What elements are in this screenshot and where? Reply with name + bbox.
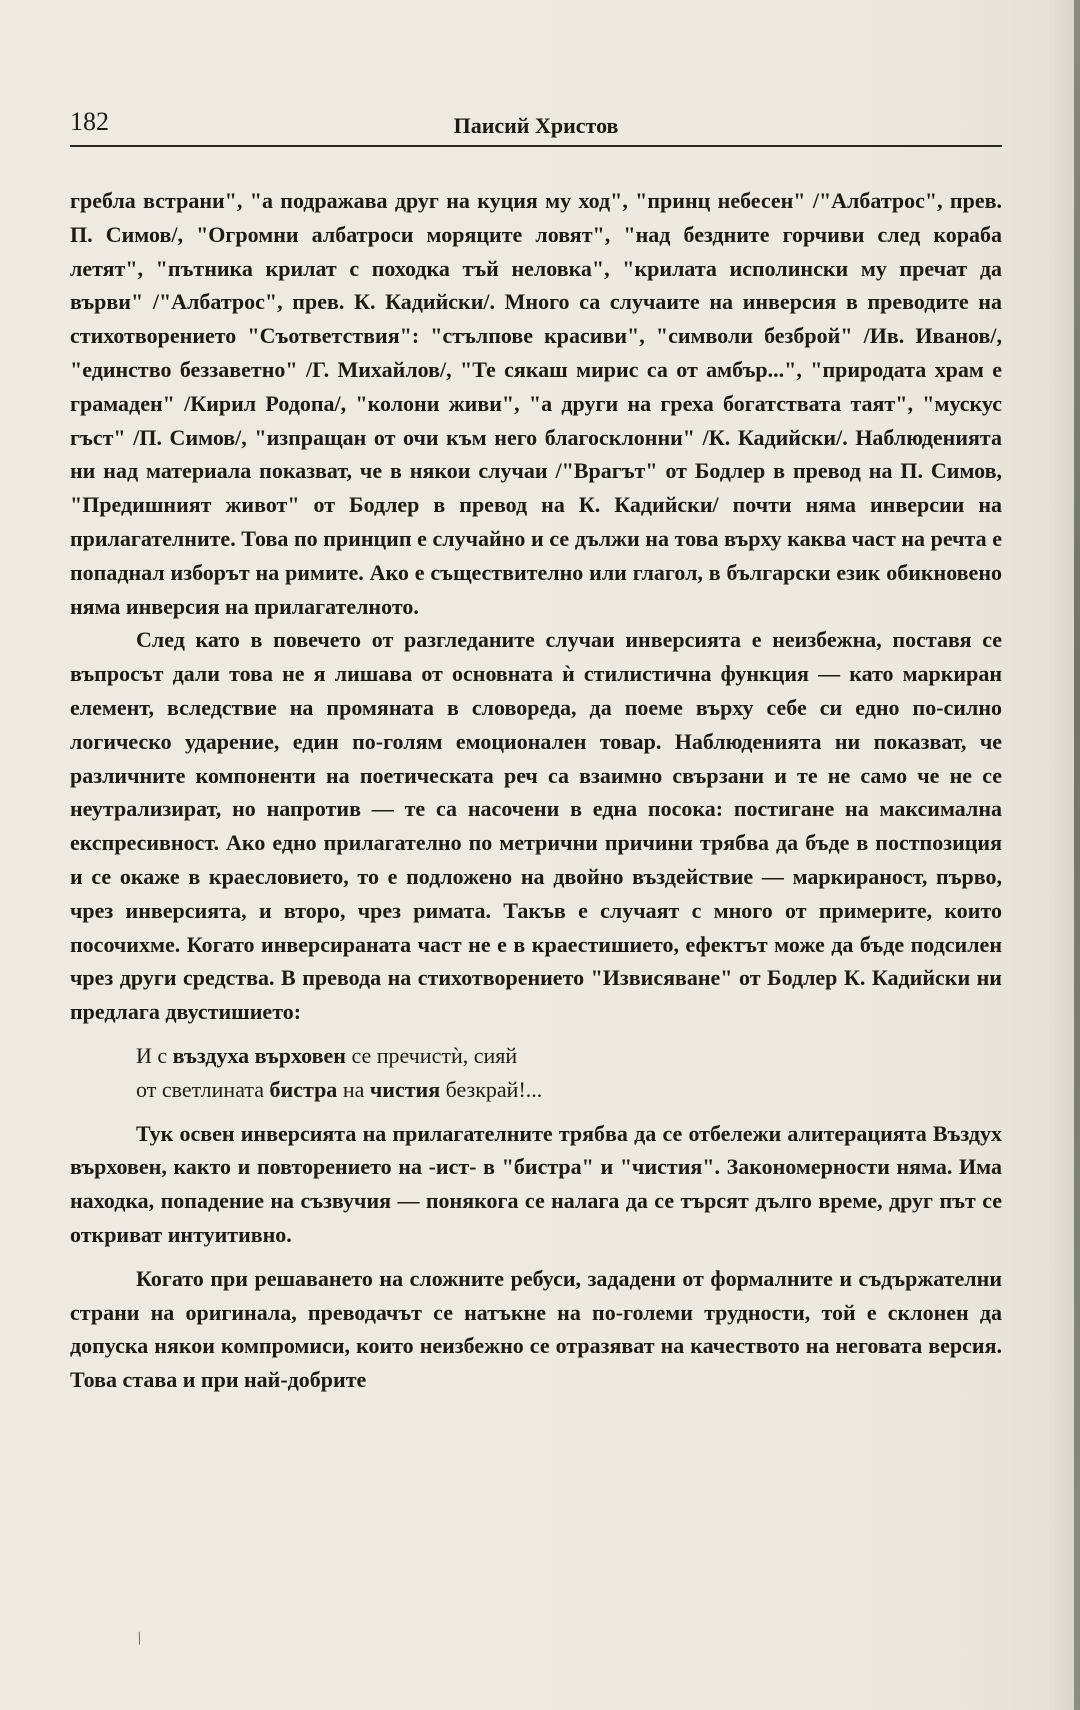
header-rule (70, 145, 1002, 147)
verse-line-2 (136, 1073, 1002, 1107)
verse-emphasis: въздуха върховен (172, 1042, 346, 1068)
verse-text: безкрай!... (440, 1076, 543, 1102)
page-header (70, 107, 1002, 147)
verse-text: И с (136, 1042, 173, 1068)
margin-mark: / (133, 1627, 146, 1649)
paragraph-1: гребла встрани", "а подражава друг на куция му ход", "принц небесен" /"Албатрос", прев. П. Симов/, "Огромни албатроси моряците ловят", "над бездните горчиви след кораба летят", "пътника крилат с походка тъй неловка", "крилата исполински му пречат да върви" /"Албатрос", прев. К. Кадийски/. Много са случаите на инверсия в преводите на стихотворението "Съответствия": "стълпове красиви", "символи безброй" /Ив. Иванов/, "единство беззаветно" /Г. Михайлов/, "Те сякаш мирис са от амбър...", "природата храм е грамаден" /Кирил Родопа/, "колони живи", "а други на греха богатствата таят", "мускус гъст" /П. Симов/, "изпращан от очи към него благосклонни" /К. Кадийски/. Наблюденията ни над материала показват, че в някои случаи /"Врагът" от Бодлер в превод на П. Симов, "Предишният живот" от Бодлер в превод на К. Кадийски/ почти няма инверсии на прилагателните. Това по принцип е случайно и се дължи на това върху каква част на речта е попаднал изборът на римите. Ако е съществително или глагол, в български език обикновено няма инверсия на прилагателното. (70, 188, 1002, 619)
verse-line-1 (136, 1039, 1002, 1073)
paragraph-2: След като в повечето от разгледаните случаи инверсията е неизбежна, поставя се въпросът дали това не я лишава от основната ѝ стилистична функция — като маркиран елемент, вследствие на промяната в словореда, да поеме върху себе си едно по-силно логическо ударение, един по-голям емоционален товар. Наблюденията ни показват, че различните компоненти на поетическата реч са взаимно свързани и те не само че не се неутрализират, но напротив — те са насочени в една посока: постигане на максимална експресивност. Ако едно прилагателно по метрични причини трябва да бъде в постпозиция и се окаже в краесловието, то е подложено на двойно въздействие — маркираност, първо, чрез инверсията, и второ, чрез римата. Такъв е случаят с много от примерите, които посочихме. Когато инверсираната част не е в краестишието, ефектът може да бъде подсилен чрез други средства. В превода на стихотворението "Извисяване" от Бодлер К. Кадийски ни предлага двустишието: (70, 627, 1002, 1025)
verse-emphasis: чистия (369, 1076, 441, 1102)
page-edge (1074, 0, 1080, 1710)
verse-text: от светлината (136, 1076, 270, 1102)
verse-quote (136, 1039, 1002, 1107)
paragraph-3: Тук освен инверсията на прилагателните трябва да се отбележи алитерацията Въздух върховен, както и повторението на -ист- в "бистра" и "чистия". Закономерности няма. Има находка, попадение на съзвучия — понякога се налага да се търсят дълго време, друг път се откриват интуитивно. (70, 1120, 1002, 1247)
verse-emphasis: бистра (269, 1076, 338, 1102)
running-title: Паисий Христов (453, 113, 619, 138)
verse-text: се пречистѝ, сияй (345, 1042, 518, 1068)
body-text (70, 184, 1002, 1397)
paragraph-4: Когато при решаването на сложните ребуси, зададени от формалните и съдържателни страни на оригинала, преводачът се натъкне на по-големи трудности, той е склонен да допуска някои компромиси, които неизбежно се отразяват на качеството на неговата версия. Това става и при най-добрите (70, 1265, 1002, 1393)
page-number: 182 (70, 107, 109, 136)
verse-text: на (337, 1076, 370, 1102)
